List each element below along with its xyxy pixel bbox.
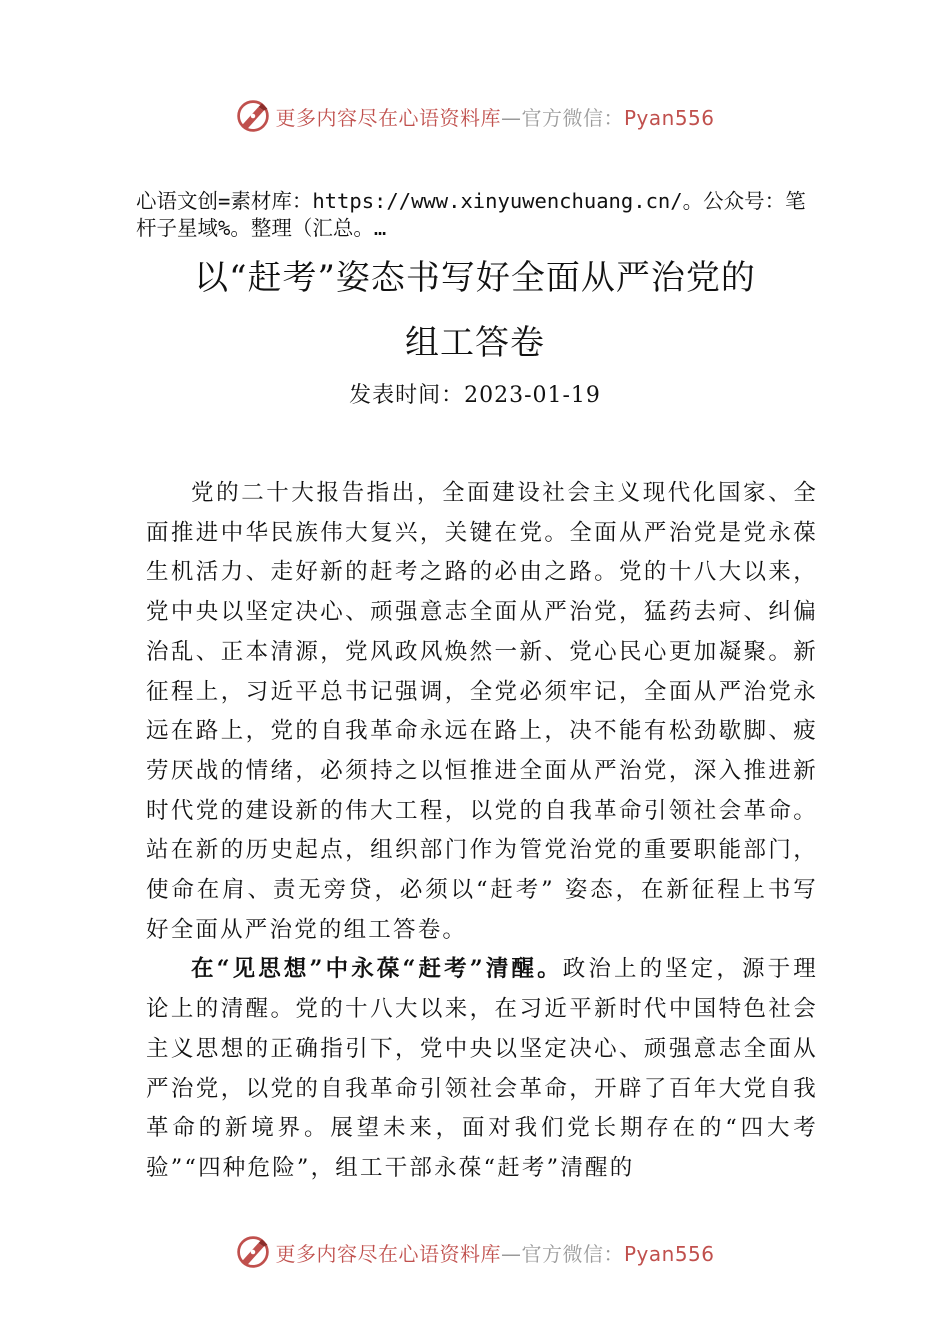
article-body — [146, 474, 818, 1189]
banner-wechat-label: 官方微信： — [521, 105, 624, 130]
banner-separator: — — [500, 105, 522, 130]
paragraph-2-heading: 在“见思想”中永葆“赶考”清醒。 — [191, 956, 563, 983]
footer-site-text: 更多内容尽在心语资料库 — [275, 1241, 501, 1266]
publish-date — [0, 378, 950, 409]
banner-site-text: 更多内容尽在心语资料库 — [275, 105, 501, 130]
paragraph-2 — [146, 950, 818, 1188]
pen-nib-logo-icon — [235, 1234, 271, 1270]
source-note: 心语文创=素材库：https://www.xinyuwenchuang.cn/。公众号：笔杆子星域%。整理（汇总。… — [136, 189, 806, 240]
article-title-line1: 以“赶考”姿态书写好全面从严治党的 — [194, 258, 756, 298]
paragraph-1: 党的二十大报告指出，全面建设社会主义现代化国家、全面推进中华民族伟大复兴，关键在党。全面从严治党是党永葆生机活力、走好新的赶考之路的必由之路。党的十八大以来，党中央以坚定决心、顽强意志全面从严治党，猛药去疴、纠偏治乱、正本清源，党风政风焕然一新、党心民心更加凝聚。新征程上，习近平总书记强调，全党必须牢记，全面从严治党永远在路上，党的自我革命永远在路上，决不能有松劲歇脚、疲劳厌战的情绪，必须持之以恒推进全面从严治党，深入推进新时代党的建设新的伟大工程，以党的自我革命引领社会革命。站在新的历史起点，组织部门作为管党治党的重要职能部门，使命在肩、责无旁贷，必须以“赶考” 姿态，在新征程上书写好全面从严治党的组工答卷。 — [146, 480, 818, 943]
paragraph-2-text: 政治上的坚定，源于理论上的清醒。党的十八大以来，在习近平新时代中国特色社会主义思想的正确指引下，党中央以坚定决心、顽强意志全面从严治党，以党的自我革命引领社会革命，开辟了百年大党自我革命的新境界。展望未来，面对我们党长期存在的“四大考验”“四种危险”，组工干部永葆“赶考”清醒的 — [146, 956, 818, 1181]
article-title-line2: 组工答卷 — [405, 323, 545, 363]
footer-banner — [0, 1232, 950, 1272]
footer-wechat-id: Pyan556 — [623, 1241, 715, 1266]
footer-wechat-label: 官方微信： — [521, 1241, 624, 1266]
pen-nib-logo-icon — [235, 98, 271, 134]
publish-date-value: 2023-01-19 — [464, 383, 601, 408]
footer-separator: — — [500, 1241, 522, 1266]
banner-wechat-id: Pyan556 — [623, 105, 715, 130]
publish-date-label: 发表时间： — [349, 383, 465, 408]
header-banner — [0, 96, 950, 136]
